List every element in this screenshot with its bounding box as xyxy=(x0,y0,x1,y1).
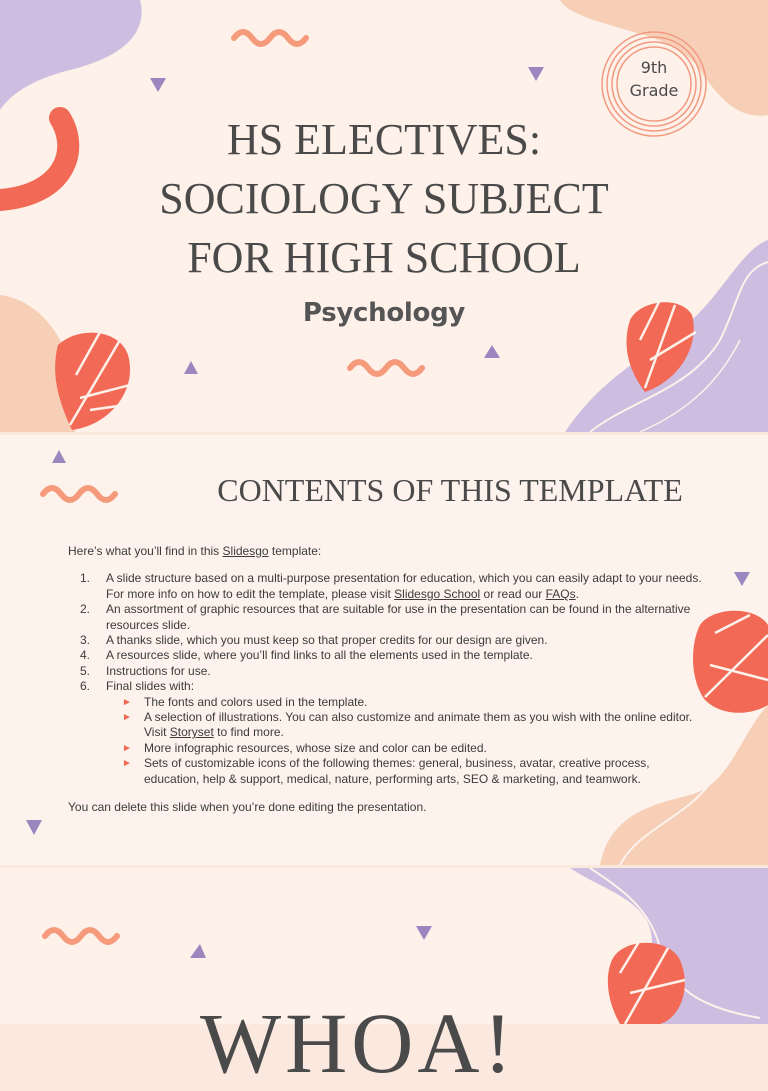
list-number: 1. xyxy=(80,571,91,586)
arrow-bullet-icon: ► xyxy=(122,696,132,708)
slidesgo-link[interactable]: Slidesgo xyxy=(222,544,269,558)
triangle xyxy=(150,78,166,92)
whoa-slide xyxy=(0,868,768,1091)
triangle xyxy=(484,345,500,358)
faqs-link[interactable]: FAQs xyxy=(545,586,576,601)
contents-list xyxy=(68,571,708,787)
grade-badge xyxy=(610,56,698,102)
list-number: 3. xyxy=(80,633,91,648)
coral-squiggle xyxy=(43,488,115,500)
monstera-leaf-right xyxy=(608,940,685,1024)
item-text: Final slides with: xyxy=(106,679,195,694)
list-number: 6. xyxy=(80,679,91,694)
triangle xyxy=(416,926,432,940)
intro-text xyxy=(68,544,708,559)
contents-body xyxy=(68,544,708,816)
monstera-leaf-left xyxy=(55,332,130,430)
sub-list-item xyxy=(106,710,708,741)
arrow-bullet-icon: ► xyxy=(122,742,132,754)
item-text: or read our xyxy=(480,586,546,601)
storyset-link[interactable]: Storyset xyxy=(169,725,214,740)
badge-line: Grade xyxy=(629,81,679,100)
coral-squiggle-top xyxy=(234,32,306,44)
coral-squiggle-bottom xyxy=(350,362,422,374)
triangle xyxy=(190,944,206,958)
slidesgo-school-link[interactable]: Slidesgo School xyxy=(394,586,481,601)
item-text: An assortment of graphic resources that are suitable for use in the presentation can be found in the alternative resources slide. xyxy=(106,602,691,632)
item-text: Instructions for use. xyxy=(106,663,211,678)
subitem-text: More infographic resources, whose size and color can be edited. xyxy=(144,740,487,755)
list-item xyxy=(68,633,708,648)
list-item xyxy=(68,602,708,633)
title-line: SOCIOLOGY SUBJECT xyxy=(159,174,609,223)
list-number: 2. xyxy=(80,602,91,617)
triangle xyxy=(184,361,198,374)
list-item xyxy=(68,664,708,679)
arrow-bullet-icon: ► xyxy=(122,758,132,770)
arrow-bullet-icon: ► xyxy=(122,712,132,724)
sub-list-item xyxy=(106,741,708,756)
lavender-blob-top-left xyxy=(0,0,142,110)
item-text: A thanks slide, which you must keep so that proper credits for our design are given. xyxy=(106,633,548,648)
title-slide xyxy=(0,0,768,432)
title-line: HS ELECTIVES: xyxy=(226,115,542,164)
subitem-text: Sets of customizable icons of the following themes: general, business, avatar, creative process, education, help & support, medical, nature, performing arts, SEO & marketing, and teamwork. xyxy=(144,756,650,786)
list-item xyxy=(68,679,708,787)
item-text: A slide structure based on a multi-purpose presentation for education, which you can easily adapt to your needs. For more info on how to edit the template, please visit xyxy=(106,571,702,601)
sub-list-item xyxy=(106,695,708,710)
triangle xyxy=(52,450,66,463)
list-item xyxy=(68,571,708,602)
intro-after: template: xyxy=(268,544,322,558)
subitem-text: to find more. xyxy=(213,725,284,740)
title-line: FOR HIGH SCHOOL xyxy=(187,233,581,282)
list-item xyxy=(68,648,708,663)
list-number: 5. xyxy=(80,663,91,678)
triangle xyxy=(528,67,544,81)
intro-before: Here’s what you’ll find in this xyxy=(68,544,223,558)
slide-subtitle: Psychology xyxy=(302,298,466,328)
coral-squiggle xyxy=(45,930,117,942)
contents-title: CONTENTS OF THIS TEMPLATE xyxy=(217,472,683,508)
sub-list-item xyxy=(106,756,708,787)
subitem-text: A selection of illustrations. You can also customize and animate them as you wish with the online editor. Visit xyxy=(144,710,693,740)
badge-line: 9th xyxy=(640,58,668,77)
list-number: 4. xyxy=(80,648,91,663)
triangle xyxy=(734,572,750,586)
coral-arc-left xyxy=(0,118,68,200)
slide-title xyxy=(84,110,684,287)
closing-text: You can delete this slide when you’re done editing the presentation. xyxy=(68,800,427,815)
triangle xyxy=(26,820,42,835)
whoa-title: WHOA! xyxy=(200,995,517,1091)
sub-list xyxy=(106,695,708,787)
subitem-text: The fonts and colors used in the template. xyxy=(144,694,368,709)
item-text: . xyxy=(575,586,579,601)
item-text: A resources slide, where you’ll find links to all the elements used in the template. xyxy=(106,648,533,663)
